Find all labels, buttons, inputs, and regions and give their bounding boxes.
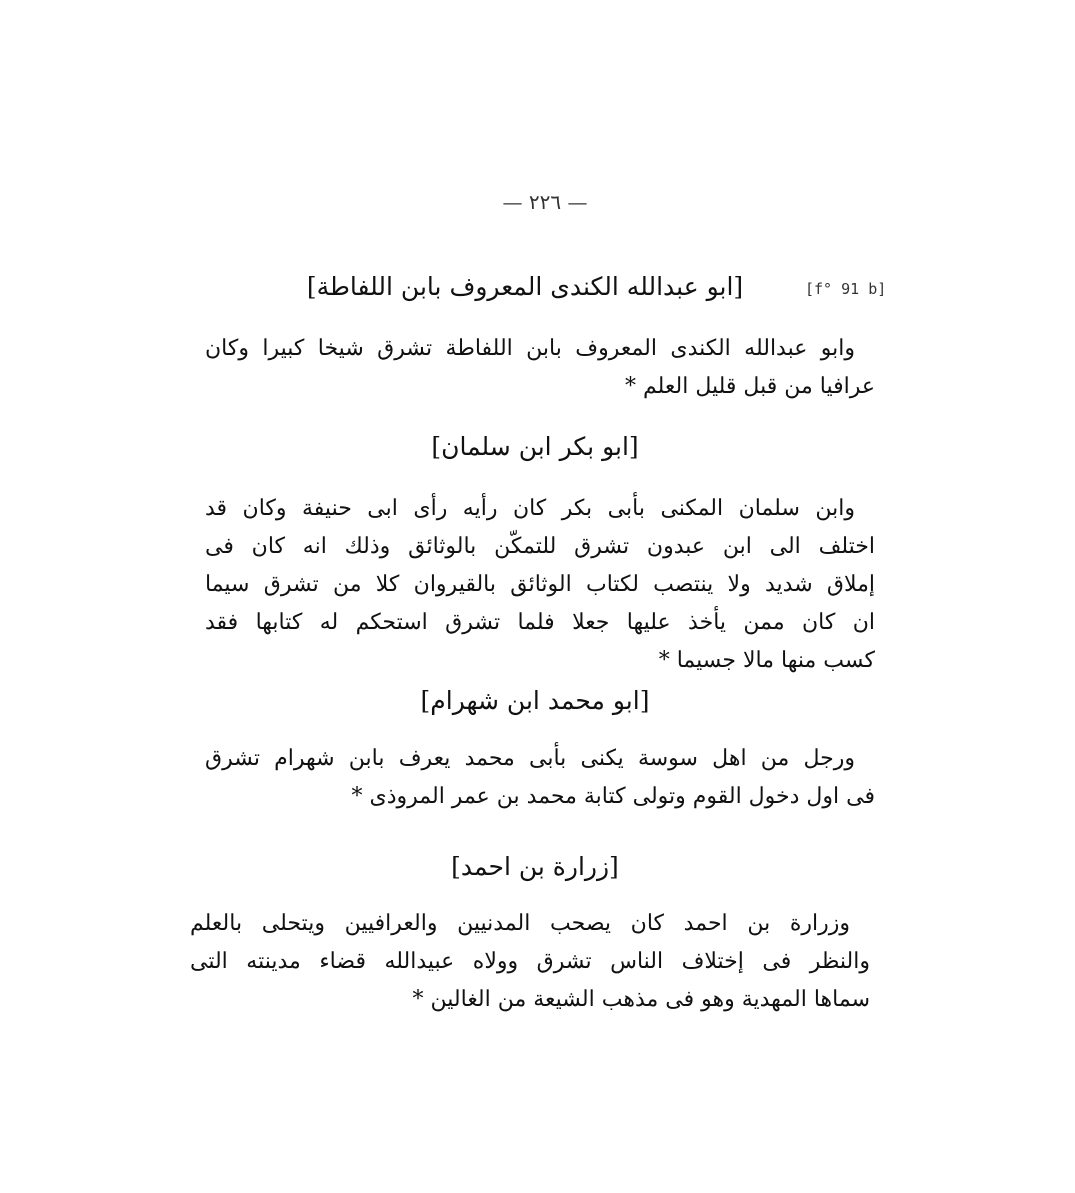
paragraph-line: عرافيا من قبل قليل العلم *: [624, 374, 875, 399]
paragraph-line: والنظر فى إختلاف الناس تشرق وولاه عبيدالله قضاء مدينته التى: [190, 949, 870, 974]
section-title: [ابو بكر ابن سلمان]: [431, 432, 639, 461]
section-title: [زرارة بن احمد]: [451, 852, 619, 881]
paragraph-line: سماها المهدية وهو فى مذهب الشيعة من الغالين *: [412, 987, 870, 1012]
paragraph-line: ان كان ممن يأخذ عليها جعلا فلما تشرق استحكم له كتابها فقد: [205, 610, 875, 635]
paragraph-line: اختلف الى ابن عبدون تشرق للتمكّن بالوثائق وذلك انه كان فى: [205, 534, 875, 559]
paragraph-line: وابو عبدالله الكندى المعروف بابن اللفاطة تشرق شيخا كبيرا وكان: [205, 336, 856, 361]
paragraph-line: كسب منها مالا جسيما *: [658, 648, 875, 673]
section-title: [ابو عبدالله الكندى المعروف بابن اللفاطة]: [306, 272, 744, 301]
section-paragraph: [190, 905, 870, 1019]
folio-reference: [f° 91 b]: [805, 280, 887, 298]
page-number: — ٢٢٦ —: [502, 190, 588, 214]
section-paragraph: [205, 490, 875, 680]
paragraph-line: إملاق شديد ولا ينتصب لكتاب الوثائق بالقيروان كلا من تشرق سيما: [205, 572, 875, 597]
section-title: [ابو محمد ابن شهرام]: [420, 686, 650, 715]
section-paragraph: [205, 330, 875, 406]
paragraph-line: فى اول دخول القوم وتولى كتابة محمد بن عمر المروذى *: [351, 784, 875, 809]
paragraph-line: ورجل من اهل سوسة يكنى بأبى محمد يعرف بابن شهرام تشرق: [205, 746, 855, 771]
section-paragraph: [205, 740, 875, 816]
paragraph-line: وابن سلمان المكنى بأبى بكر كان رأيه رأى ابى حنيفة وكان قد: [205, 496, 855, 521]
paragraph-line: وزرارة بن احمد كان يصحب المدنيين والعرافيين ويتحلى بالعلم: [190, 911, 850, 936]
